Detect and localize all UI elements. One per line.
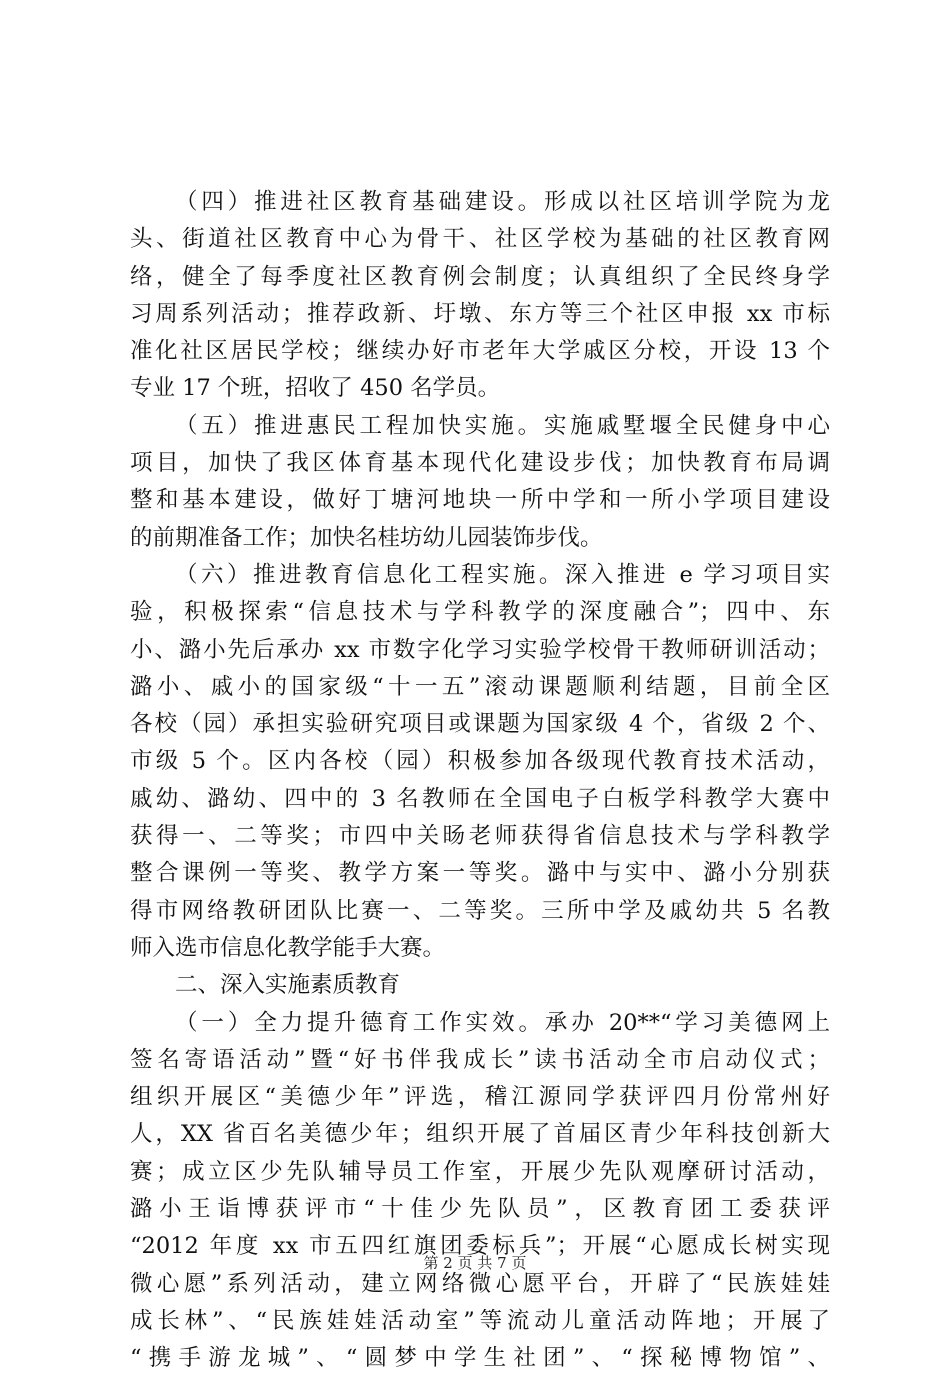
text-line: 专业 17 个班，招收了 450 名学员。: [130, 375, 501, 402]
text-line: 市级 5 个。区内各校（园）积极参加各级现代教育技术活动，: [130, 748, 830, 775]
body-text: [130, 184, 830, 1378]
text-line: 师入选市信息化教学能手大赛。: [130, 934, 446, 961]
page-footer: 第 2 页 共 7 页: [423, 1254, 527, 1272]
text-line: （六）推进教育信息化工程实施。深入推进 e 学习项目实: [175, 561, 830, 588]
text-line: “2012 年度 xx 市五四红旗团委标兵”；开展“心愿成长树实现: [130, 1233, 830, 1260]
text-line: 戚幼、潞幼、四中的 3 名教师在全国电子白板学科教学大赛中: [130, 785, 830, 812]
text-line: 人，XX 省百名美德少年；组织开展了首届区青少年科技创新大: [130, 1121, 830, 1148]
text-line: 成长林”、“民族娃娃活动室”等流动儿童活动阵地；开展了: [130, 1307, 830, 1334]
text-line: 潞小、戚小的国家级“十一五”滚动课题顺利结题，目前全区: [130, 673, 830, 700]
text-line: 二、深入实施素质教育: [175, 972, 401, 999]
text-line: 络，健全了每季度社区教育例会制度；认真组织了全民终身学: [130, 263, 830, 290]
text-line: （五）推进惠民工程加快实施。实施戚墅堰全民健身中心: [175, 412, 830, 439]
text-line: 的前期准备工作；加快名桂坊幼儿园装饰步伐。: [130, 524, 603, 551]
text-line: （一）全力提升德育工作实效。承办 20**“学习美德网上: [175, 1009, 830, 1036]
text-line: 赛；成立区少先队辅导员工作室，开展少先队观摩研讨活动，: [130, 1158, 830, 1185]
text-line: 习周系列活动；推荐政新、圩墩、东方等三个社区申报 xx 市标: [130, 300, 830, 327]
text-line: 头、街道社区教育中心为骨干、社区学校为基础的社区教育网: [130, 226, 830, 253]
text-line: 组织开展区“美德少年”评选，稽江源同学获评四月份常州好: [130, 1084, 830, 1111]
text-line: 整合课例一等奖、教学方案一等奖。潞中与实中、潞小分别获: [130, 860, 830, 887]
text-line: “携手游龙城”、“圆梦中学生社团”、“探秘博物馆”、: [130, 1345, 830, 1372]
text-line: 小、潞小先后承办 xx 市数字化学习实验学校骨干教师研训活动；: [130, 636, 830, 663]
text-line: 微心愿”系列活动，建立网络微心愿平台，开辟了“民族娃娃: [130, 1270, 830, 1297]
text-line: 准化社区居民学校；继续办好市老年大学戚区分校，开设 13 个: [130, 338, 830, 365]
text-line: 项目，加快了我区体育基本现代化建设步伐；加快教育布局调: [130, 450, 830, 477]
text-line: 整和基本建设，做好丁塘河地块一所中学和一所小学项目建设: [130, 487, 830, 514]
text-line: 签名寄语活动”暨“好书伴我成长”读书活动全市启动仪式；: [130, 1046, 830, 1073]
text-line: 各校（园）承担实验研究项目或课题为国家级 4 个，省级 2 个、: [130, 711, 830, 738]
text-line: 获得一、二等奖；市四中关旸老师获得省信息技术与学科教学: [130, 823, 830, 850]
text-line: （四）推进社区教育基础建设。形成以社区培训学院为龙: [175, 189, 830, 215]
text-line: 验，积极探索“信息技术与学科教学的深度融合”；四中、东: [130, 599, 830, 626]
text-line: 潞小王诣博获评市“十佳少先队员”，区教育团工委获评: [130, 1196, 830, 1223]
text-line: 得市网络教研团队比赛一、二等奖。三所中学及戚幼共 5 名教: [130, 897, 830, 924]
